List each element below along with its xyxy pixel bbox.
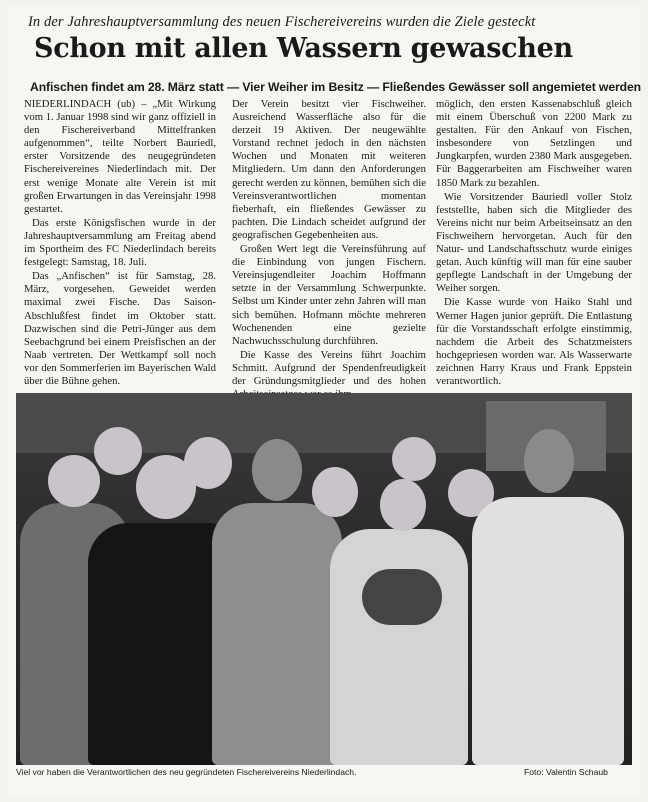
paragraph: NIEDERLINDACH (ub) – „Mit Wirkung vom 1. Januar 1998 sind wir ganz offiziell in den Fischereiverband Mittelfranken aufgenommen“, teilte Norbert Bauriedl, erster Vorsitzende des neugegründeten Fischereivereines Niederlindach mit. Der erst wenige Monate alte Verein ist mit großen Erwartungen in das Vereinsjahr 1998 gestartet. — [24, 98, 216, 215]
photo-credit: Foto: Valentin Schaub — [524, 767, 608, 777]
kicker-line: In der Jahreshauptversammlung des neuen Fischereivereins wurden die Ziele gesteckt — [28, 14, 536, 30]
paragraph: Großen Wert legt die Vereinsführung auf die Einbindung von jungen Fischern. Vereinsjugendleiter Joachim Hoffmann setzte in der Versammlung Schwerpunkte. Selbst um Kinder unter zehn Jahren will man sich bemühen. Hofmann möchte mehreren Wochenenden eine gezielte Nachwuchsschulung durchführen. — [232, 243, 426, 347]
person-figure — [472, 497, 624, 765]
paragraph: Der Verein besitzt vier Fischweiher. Ausreichend Wasserfläche also für die derzeit 19 Aktiven. Der neugewählte Vorstand rechnet jedoch in den nächsten Wochen und Monaten mit weiteren Mitgliedern. Um dann den Anforderungen gerecht werden zu können, bemühen sich die Vereinsverantwortlichen momentan fieberhaft, ein fließendes Gewässer zu pachten. Die Lindach scheidet aufgrund der geografischen Gegebenheiten aus. — [232, 98, 426, 241]
shirt-print — [362, 569, 442, 625]
article-body — [24, 98, 632, 387]
paragraph: Wie Vorsitzender Bauriedl voller Stolz feststellte, haben sich die Mitglieder des Vereins nicht nur beim Arbeitseinsatz an den Fischweihern hervorgetan. Auch für den Natur- und Landschaftsschutz wurde einiges getan. Auch künftig will man für eine sauber gepflegte Landschaft in der Umgebung der Weiher sorgen. — [436, 190, 632, 295]
paragraph: Die Kasse wurde von Haiko Stahl und Werner Hagen junior geprüft. Die Entlastung für die Vorstandsschaft erfolgte einstimmig, nachdem die Arbeit des Schatzmeisters hochgepriesen worden war. Als Wasserwarte zeichnen Harry Kraus und Frank Eppstein verantwortlich. — [436, 296, 632, 387]
article-column-3 — [436, 98, 632, 389]
person-figure — [330, 529, 468, 765]
article-column-1 — [24, 98, 216, 389]
paragraph: Die Kasse des Vereins führt Joachim Schmitt. Aufgrund der Spendenfreudigkeit der Gründungsmitglieder und des hohen — [232, 348, 426, 387]
blurred-face — [184, 437, 232, 489]
blurred-face — [312, 467, 358, 517]
headline: Schon mit allen Wassern gewaschen — [34, 33, 573, 64]
group-photo — [16, 393, 632, 765]
face — [252, 439, 302, 501]
blurred-face — [380, 479, 426, 531]
blurred-face — [392, 437, 436, 481]
paragraph: Das erste Königsfischen wurde in der Jahreshauptversammlung am Freitag abend im Sportheim des FC Niederlindach bereits festgelegt: Samstag, 18. Juli. — [24, 216, 216, 269]
paragraph: möglich, den ersten Kassenabschluß gleich mit einem Überschuß von 2200 Mark zu gestalten. Für den Ankauf von Fischen, insbesondere von Setzlingen und Jungkarpfen, wurden 2380 Mark ausgegeben. Für Baggerarbeiten am Fischweiher waren 1850 Mark zu bezahlen. — [436, 98, 632, 189]
subheadline: Anfischen findet am 28. März statt — Vier Weiher im Besitz — Fließendes Gewässer soll angemietet werden — [30, 80, 642, 94]
article-column-2 — [232, 98, 426, 402]
paragraph: Das „Anfischen“ ist für Samstag, 28. März, vorgesehen. Geweidet werden maximal zwei Fische. Das Saison-Abschlußfest findet im Oktober statt. Dazwischen sind die Petri-Jünger aus dem Seebachgrund bei einem Preisfischen an der Naab vertreten. Der Wettkampf soll noch vor den Sommerferien im Bayerischen Wald über die Bühne gehen. — [24, 270, 216, 387]
blurred-face — [94, 427, 142, 475]
person-figure — [212, 503, 342, 765]
face — [524, 429, 574, 493]
photo-caption: Viel vor haben die Verantwortlichen des neu gegründeten Fischereivereins Niederlindach. — [16, 767, 357, 777]
blurred-face — [48, 455, 100, 507]
